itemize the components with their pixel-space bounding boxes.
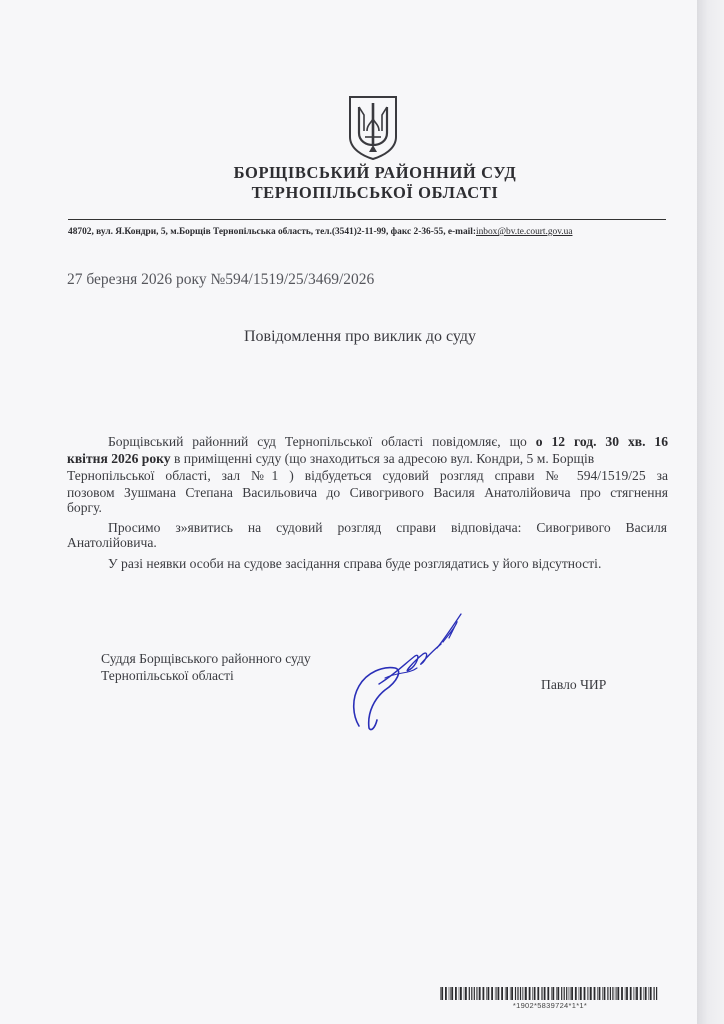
barcode-bar: [615, 987, 616, 1000]
barcode-bar: [579, 987, 580, 1000]
barcode-bar: [644, 987, 645, 1000]
body-line: боргу.: [67, 500, 102, 515]
barcode-bar: [552, 987, 554, 1000]
barcode-bar: [506, 987, 508, 1000]
barcode-bar: [557, 987, 559, 1000]
barcode-bar: [451, 987, 453, 1000]
barcode-bar: [474, 987, 475, 1000]
barcode-bar: [450, 987, 451, 1000]
barcode-bar: [654, 987, 655, 1000]
barcode-bar: [656, 987, 657, 1000]
document-title: Повідомлення про виклик до суду: [243, 328, 477, 345]
barcode-bar: [575, 987, 577, 1000]
barcode-bar: [547, 987, 549, 1000]
body-text: Борщівський районний суд Тернопільської області повідомляє, що: [108, 434, 536, 449]
barcode-bar: [496, 987, 497, 1000]
judge-role-line2: Тернопільської області: [101, 668, 234, 683]
judge-name: Павло ЧИР: [541, 677, 607, 692]
barcode-bar: [445, 987, 447, 1000]
hearing-time: о 12 год. 30 хв. 16: [535, 434, 668, 449]
barcode-bar: [449, 987, 450, 1000]
date-and-number: 27 березня 2026 року №594/1519/25/3469/2026: [67, 271, 375, 288]
barcode-bar: [498, 987, 500, 1000]
contacts-text: 48702, вул. Я.Кондри, 5, м.Борщів Тернопільська область, тел.(3541)2-11-99, факс 2-36-55, e-mail:: [68, 227, 477, 237]
barcode-bar: [541, 987, 542, 1000]
barcode-bar: [584, 987, 586, 1000]
barcode-bar: [564, 987, 565, 1000]
barcode-bar: [534, 987, 536, 1000]
barcode-bar: [440, 987, 441, 1000]
judge-role-line1: Суддя Борщівського районного суду: [101, 651, 311, 666]
barcode: [440, 987, 660, 1000]
barcode-bar: [617, 987, 619, 1000]
barcode-bar: [455, 987, 457, 1000]
barcode-bar: [569, 987, 570, 1000]
barcode-bar: [486, 987, 487, 1000]
barcode-bar: [522, 987, 523, 1000]
court-name-line2: ТЕРНОПІЛЬСЬКОЇ ОБЛАСТІ: [251, 183, 499, 202]
barcode-bar: [465, 987, 467, 1000]
barcode-bar: [590, 987, 592, 1000]
barcode-bar: [597, 987, 598, 1000]
barcode-bar: [587, 987, 588, 1000]
barcode-bar: [488, 987, 490, 1000]
barcode-bar: [542, 987, 543, 1000]
body-text: в приміщенні суду (що знаходиться за адресою вул. Кондри, 5 м. Борщів: [170, 451, 595, 466]
court-contacts: [68, 227, 688, 237]
barcode-bar: [495, 987, 496, 1000]
barcode-bar: [479, 987, 481, 1000]
barcode-number: *1902*5839724*1*1*: [512, 1001, 588, 1010]
barcode-bar: [649, 987, 650, 1000]
barcode-bar: [544, 987, 546, 1000]
barcode-bar: [630, 987, 632, 1000]
body-line: Тернопільської області, зал №1 ) відбудеться судовий розгляд справи № 594/1519/25 за: [67, 468, 668, 483]
body-line: [67, 451, 669, 467]
barcode-bar: [469, 987, 470, 1000]
barcode-bar: [604, 987, 606, 1000]
barcode-bar: [650, 987, 652, 1000]
barcode-bar: [594, 987, 596, 1000]
barcode-bar: [471, 987, 472, 1000]
body-line: Анатолійовича.: [67, 535, 157, 550]
barcode-bar: [561, 987, 562, 1000]
barcode-bar: [640, 987, 642, 1000]
barcode-bar: [459, 987, 460, 1000]
body-line: [108, 434, 668, 450]
barcode-bar: [483, 987, 485, 1000]
barcode-bar: [635, 987, 636, 1000]
barcode-bar: [537, 987, 539, 1000]
barcode-bar: [571, 987, 573, 1000]
barcode-bar: [511, 987, 513, 1000]
barcode-bar: [460, 987, 462, 1000]
barcode-bar: [602, 987, 603, 1000]
barcode-bar: [441, 987, 443, 1000]
barcode-bar: [645, 987, 647, 1000]
trident-coat-of-arms-icon: [347, 95, 399, 161]
body-line: Просимо з»явитись на судовий розгляд справи відповідача: Сивогривого Василя: [108, 520, 667, 535]
barcode-bar: [464, 987, 465, 1000]
barcode-bar: [634, 987, 635, 1000]
signature: [345, 608, 470, 738]
body-line: У разі неявки особи на судове засідання справа буде розглядатись у його відсутності.: [108, 556, 602, 571]
barcode-bar: [515, 987, 516, 1000]
barcode-bar: [626, 987, 628, 1000]
barcode-bar: [551, 987, 552, 1000]
court-name-line1: БОРЩІВСЬКИЙ РАЙОННИЙ СУД: [233, 163, 517, 182]
hearing-date: квітня 2026 року: [67, 451, 171, 466]
barcode-bar: [636, 987, 638, 1000]
barcode-bar: [625, 987, 626, 1000]
barcode-bar: [529, 987, 531, 1000]
barcode-bar: [501, 987, 503, 1000]
barcode-bar: [520, 987, 521, 1000]
barcode-bar: [556, 987, 557, 1000]
page-edge-shadow: [697, 0, 724, 1024]
barcode-bar: [517, 987, 518, 1000]
email-link[interactable]: inbox@bv.te.court.gov.ua: [476, 227, 573, 237]
barcode-bar: [616, 987, 617, 1000]
barcode-bar: [599, 987, 601, 1000]
barcode-bar: [524, 987, 525, 1000]
barcode-bar: [478, 987, 479, 1000]
barcode-bar: [525, 987, 527, 1000]
header-divider: [68, 219, 666, 220]
barcode-bar: [610, 987, 611, 1000]
barcode-bar: [491, 987, 493, 1000]
barcode-bar: [589, 987, 590, 1000]
barcode-bar: [580, 987, 582, 1000]
barcode-bar: [510, 987, 511, 1000]
barcode-bar: [532, 987, 533, 1000]
barcode-bar: [566, 987, 567, 1000]
barcode-bar: [607, 987, 608, 1000]
barcode-bar: [505, 987, 506, 1000]
body-line: позовом Зушмана Степана Васильовича до Сивогривого Василя Анатолійовича про стягнення: [67, 485, 668, 500]
barcode-bar: [570, 987, 571, 1000]
barcode-bar: [612, 987, 613, 1000]
barcode-bar: [621, 987, 623, 1000]
barcode-bar: [476, 987, 477, 1000]
